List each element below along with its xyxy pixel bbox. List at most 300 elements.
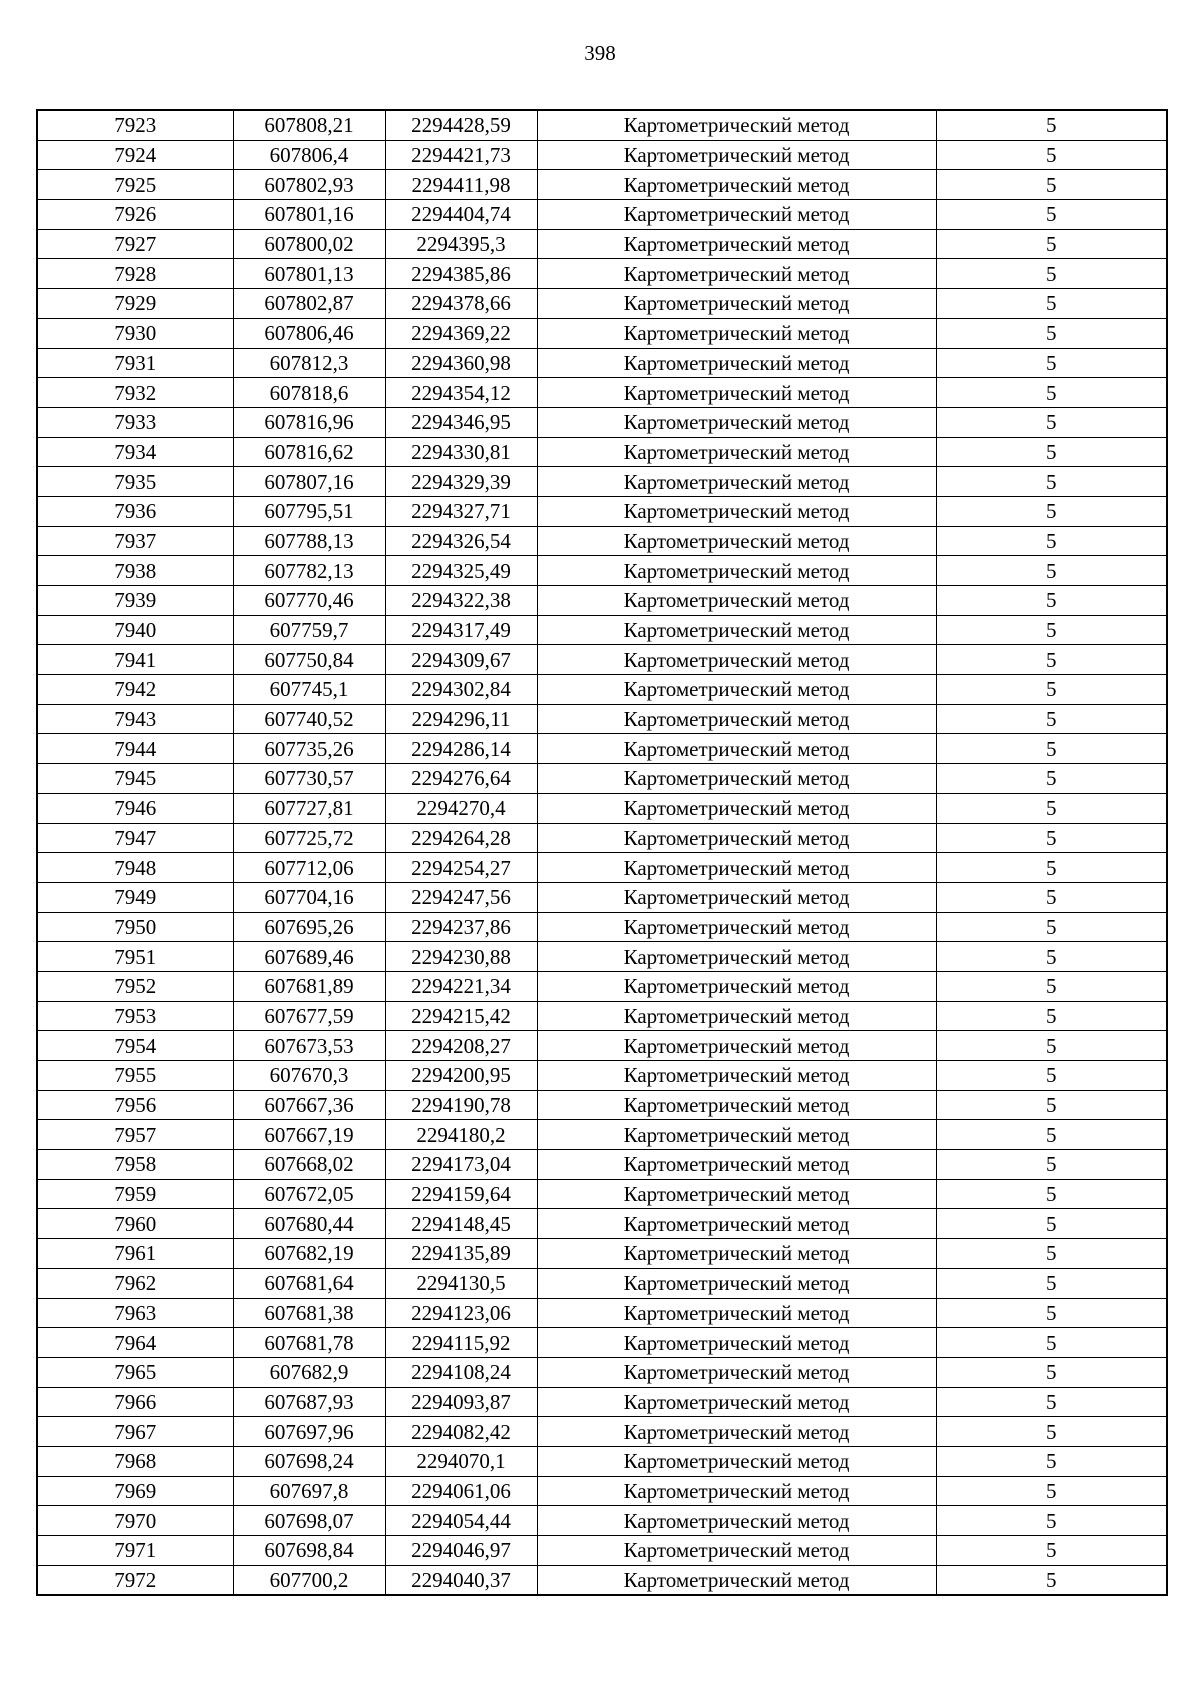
x-coordinate-cell: 607740,52 <box>233 704 385 734</box>
y-coordinate-cell: 2294200,95 <box>385 1061 537 1091</box>
y-coordinate-cell: 2294276,64 <box>385 764 537 794</box>
y-coordinate-cell: 2294040,37 <box>385 1565 537 1595</box>
x-coordinate-cell: 607673,53 <box>233 1031 385 1061</box>
y-coordinate-cell: 2294326,54 <box>385 526 537 556</box>
point-number-cell: 7934 <box>37 437 233 467</box>
x-coordinate-cell: 607802,87 <box>233 289 385 319</box>
accuracy-cell: 5 <box>936 1476 1167 1506</box>
method-cell: Картометрический метод <box>537 407 936 437</box>
x-coordinate-cell: 607680,44 <box>233 1209 385 1239</box>
y-coordinate-cell: 2294208,27 <box>385 1031 537 1061</box>
point-number-cell: 7936 <box>37 496 233 526</box>
x-coordinate-cell: 607730,57 <box>233 764 385 794</box>
method-cell: Картометрический метод <box>537 526 936 556</box>
point-number-cell: 7964 <box>37 1328 233 1358</box>
method-cell: Картометрический метод <box>537 764 936 794</box>
table-row <box>37 1031 1167 1061</box>
table-row <box>37 1239 1167 1269</box>
table-row <box>37 1001 1167 1031</box>
y-coordinate-cell: 2294354,12 <box>385 378 537 408</box>
point-number-cell: 7958 <box>37 1150 233 1180</box>
accuracy-cell: 5 <box>936 1061 1167 1091</box>
table-row <box>37 1328 1167 1358</box>
method-cell: Картометрический метод <box>537 437 936 467</box>
point-number-cell: 7942 <box>37 675 233 705</box>
method-cell: Картометрический метод <box>537 1120 936 1150</box>
accuracy-cell: 5 <box>936 912 1167 942</box>
x-coordinate-cell: 607801,16 <box>233 200 385 230</box>
point-number-cell: 7926 <box>37 200 233 230</box>
y-coordinate-cell: 2294309,67 <box>385 645 537 675</box>
method-cell: Картометрический метод <box>537 1565 936 1595</box>
x-coordinate-cell: 607682,9 <box>233 1357 385 1387</box>
point-number-cell: 7925 <box>37 170 233 200</box>
table-row <box>37 615 1167 645</box>
accuracy-cell: 5 <box>936 1001 1167 1031</box>
x-coordinate-cell: 607697,96 <box>233 1417 385 1447</box>
table-row <box>37 1061 1167 1091</box>
x-coordinate-cell: 607695,26 <box>233 912 385 942</box>
accuracy-cell: 5 <box>936 437 1167 467</box>
accuracy-cell: 5 <box>936 1090 1167 1120</box>
point-number-cell: 7940 <box>37 615 233 645</box>
x-coordinate-cell: 607812,3 <box>233 348 385 378</box>
table-row <box>37 556 1167 586</box>
x-coordinate-cell: 607782,13 <box>233 556 385 586</box>
x-coordinate-cell: 607725,72 <box>233 823 385 853</box>
y-coordinate-cell: 2294054,44 <box>385 1506 537 1536</box>
method-cell: Картометрический метод <box>537 348 936 378</box>
x-coordinate-cell: 607795,51 <box>233 496 385 526</box>
point-number-cell: 7951 <box>37 942 233 972</box>
x-coordinate-cell: 607689,46 <box>233 942 385 972</box>
table-row <box>37 170 1167 200</box>
x-coordinate-cell: 607672,05 <box>233 1179 385 1209</box>
method-cell: Картометрический метод <box>537 200 936 230</box>
y-coordinate-cell: 2294325,49 <box>385 556 537 586</box>
accuracy-cell: 5 <box>936 496 1167 526</box>
accuracy-cell: 5 <box>936 675 1167 705</box>
point-number-cell: 7971 <box>37 1536 233 1566</box>
x-coordinate-cell: 607806,4 <box>233 140 385 170</box>
accuracy-cell: 5 <box>936 200 1167 230</box>
method-cell: Картометрический метод <box>537 1209 936 1239</box>
method-cell: Картометрический метод <box>537 556 936 586</box>
x-coordinate-cell: 607788,13 <box>233 526 385 556</box>
accuracy-cell: 5 <box>936 348 1167 378</box>
table-row <box>37 734 1167 764</box>
x-coordinate-cell: 607704,16 <box>233 882 385 912</box>
table-row <box>37 1268 1167 1298</box>
accuracy-cell: 5 <box>936 586 1167 616</box>
method-cell: Картометрический метод <box>537 615 936 645</box>
x-coordinate-cell: 607681,78 <box>233 1328 385 1358</box>
accuracy-cell: 5 <box>936 615 1167 645</box>
point-number-cell: 7966 <box>37 1387 233 1417</box>
x-coordinate-cell: 607667,19 <box>233 1120 385 1150</box>
accuracy-cell: 5 <box>936 971 1167 1001</box>
table-row <box>37 289 1167 319</box>
accuracy-cell: 5 <box>936 1268 1167 1298</box>
y-coordinate-cell: 2294378,66 <box>385 289 537 319</box>
method-cell: Картометрический метод <box>537 793 936 823</box>
table-row <box>37 704 1167 734</box>
x-coordinate-cell: 607770,46 <box>233 586 385 616</box>
y-coordinate-cell: 2294070,1 <box>385 1446 537 1476</box>
table-row <box>37 110 1167 140</box>
table-row <box>37 586 1167 616</box>
y-coordinate-cell: 2294369,22 <box>385 318 537 348</box>
method-cell: Картометрический метод <box>537 704 936 734</box>
point-number-cell: 7937 <box>37 526 233 556</box>
method-cell: Картометрический метод <box>537 1446 936 1476</box>
method-cell: Картометрический метод <box>537 496 936 526</box>
point-number-cell: 7970 <box>37 1506 233 1536</box>
method-cell: Картометрический метод <box>537 971 936 1001</box>
table-row <box>37 496 1167 526</box>
x-coordinate-cell: 607698,24 <box>233 1446 385 1476</box>
x-coordinate-cell: 607808,21 <box>233 110 385 140</box>
table-row <box>37 1090 1167 1120</box>
y-coordinate-cell: 2294130,5 <box>385 1268 537 1298</box>
x-coordinate-cell: 607807,16 <box>233 467 385 497</box>
table-row <box>37 853 1167 883</box>
point-number-cell: 7950 <box>37 912 233 942</box>
x-coordinate-cell: 607700,2 <box>233 1565 385 1595</box>
y-coordinate-cell: 2294286,14 <box>385 734 537 764</box>
x-coordinate-cell: 607697,8 <box>233 1476 385 1506</box>
method-cell: Картометрический метод <box>537 882 936 912</box>
y-coordinate-cell: 2294247,56 <box>385 882 537 912</box>
accuracy-cell: 5 <box>936 1120 1167 1150</box>
accuracy-cell: 5 <box>936 229 1167 259</box>
point-number-cell: 7938 <box>37 556 233 586</box>
accuracy-cell: 5 <box>936 882 1167 912</box>
accuracy-cell: 5 <box>936 259 1167 289</box>
y-coordinate-cell: 2294421,73 <box>385 140 537 170</box>
accuracy-cell: 5 <box>936 1328 1167 1358</box>
y-coordinate-cell: 2294296,11 <box>385 704 537 734</box>
method-cell: Картометрический метод <box>537 1090 936 1120</box>
method-cell: Картометрический метод <box>537 1357 936 1387</box>
accuracy-cell: 5 <box>936 1536 1167 1566</box>
table-row <box>37 1417 1167 1447</box>
point-number-cell: 7947 <box>37 823 233 853</box>
table-row <box>37 437 1167 467</box>
method-cell: Картометрический метод <box>537 378 936 408</box>
y-coordinate-cell: 2294123,06 <box>385 1298 537 1328</box>
accuracy-cell: 5 <box>936 734 1167 764</box>
point-number-cell: 7954 <box>37 1031 233 1061</box>
x-coordinate-cell: 607681,64 <box>233 1268 385 1298</box>
accuracy-cell: 5 <box>936 1387 1167 1417</box>
point-number-cell: 7944 <box>37 734 233 764</box>
x-coordinate-cell: 607759,7 <box>233 615 385 645</box>
point-number-cell: 7956 <box>37 1090 233 1120</box>
y-coordinate-cell: 2294173,04 <box>385 1150 537 1180</box>
accuracy-cell: 5 <box>936 1031 1167 1061</box>
y-coordinate-cell: 2294317,49 <box>385 615 537 645</box>
table-row <box>37 467 1167 497</box>
x-coordinate-cell: 607801,13 <box>233 259 385 289</box>
y-coordinate-cell: 2294254,27 <box>385 853 537 883</box>
point-number-cell: 7933 <box>37 407 233 437</box>
y-coordinate-cell: 2294061,06 <box>385 1476 537 1506</box>
method-cell: Картометрический метод <box>537 140 936 170</box>
method-cell: Картометрический метод <box>537 259 936 289</box>
point-number-cell: 7932 <box>37 378 233 408</box>
point-number-cell: 7945 <box>37 764 233 794</box>
x-coordinate-cell: 607818,6 <box>233 378 385 408</box>
accuracy-cell: 5 <box>936 1209 1167 1239</box>
method-cell: Картометрический метод <box>537 1298 936 1328</box>
method-cell: Картометрический метод <box>537 1268 936 1298</box>
accuracy-cell: 5 <box>936 1357 1167 1387</box>
y-coordinate-cell: 2294190,78 <box>385 1090 537 1120</box>
point-number-cell: 7967 <box>37 1417 233 1447</box>
table-row <box>37 971 1167 1001</box>
point-number-cell: 7923 <box>37 110 233 140</box>
point-number-cell: 7941 <box>37 645 233 675</box>
method-cell: Картометрический метод <box>537 110 936 140</box>
accuracy-cell: 5 <box>936 140 1167 170</box>
point-number-cell: 7969 <box>37 1476 233 1506</box>
table-row <box>37 1387 1167 1417</box>
point-number-cell: 7955 <box>37 1061 233 1091</box>
y-coordinate-cell: 2294237,86 <box>385 912 537 942</box>
method-cell: Картометрический метод <box>537 1150 936 1180</box>
method-cell: Картометрический метод <box>537 1179 936 1209</box>
x-coordinate-cell: 607800,02 <box>233 229 385 259</box>
table-row <box>37 1298 1167 1328</box>
y-coordinate-cell: 2294411,98 <box>385 170 537 200</box>
method-cell: Картометрический метод <box>537 1328 936 1358</box>
x-coordinate-cell: 607670,3 <box>233 1061 385 1091</box>
accuracy-cell: 5 <box>936 378 1167 408</box>
y-coordinate-cell: 2294221,34 <box>385 971 537 1001</box>
accuracy-cell: 5 <box>936 556 1167 586</box>
method-cell: Картометрический метод <box>537 1061 936 1091</box>
point-number-cell: 7924 <box>37 140 233 170</box>
x-coordinate-cell: 607816,96 <box>233 407 385 437</box>
x-coordinate-cell: 607735,26 <box>233 734 385 764</box>
table-row <box>37 764 1167 794</box>
point-number-cell: 7949 <box>37 882 233 912</box>
method-cell: Картометрический метод <box>537 823 936 853</box>
method-cell: Картометрический метод <box>537 586 936 616</box>
table-row <box>37 1179 1167 1209</box>
point-number-cell: 7961 <box>37 1239 233 1269</box>
y-coordinate-cell: 2294385,86 <box>385 259 537 289</box>
method-cell: Картометрический метод <box>537 1536 936 1566</box>
x-coordinate-cell: 607668,02 <box>233 1150 385 1180</box>
table-row <box>37 912 1167 942</box>
y-coordinate-cell: 2294046,97 <box>385 1536 537 1566</box>
table-row <box>37 200 1167 230</box>
point-number-cell: 7972 <box>37 1565 233 1595</box>
accuracy-cell: 5 <box>936 1506 1167 1536</box>
point-number-cell: 7939 <box>37 586 233 616</box>
accuracy-cell: 5 <box>936 407 1167 437</box>
point-number-cell: 7927 <box>37 229 233 259</box>
x-coordinate-cell: 607667,36 <box>233 1090 385 1120</box>
y-coordinate-cell: 2294329,39 <box>385 467 537 497</box>
accuracy-cell: 5 <box>936 467 1167 497</box>
point-number-cell: 7948 <box>37 853 233 883</box>
x-coordinate-cell: 607802,93 <box>233 170 385 200</box>
method-cell: Картометрический метод <box>537 318 936 348</box>
method-cell: Картометрический метод <box>537 1476 936 1506</box>
y-coordinate-cell: 2294302,84 <box>385 675 537 705</box>
table-row <box>37 348 1167 378</box>
method-cell: Картометрический метод <box>537 289 936 319</box>
y-coordinate-cell: 2294180,2 <box>385 1120 537 1150</box>
x-coordinate-cell: 607687,93 <box>233 1387 385 1417</box>
method-cell: Картометрический метод <box>537 229 936 259</box>
method-cell: Картометрический метод <box>537 942 936 972</box>
accuracy-cell: 5 <box>936 1150 1167 1180</box>
x-coordinate-cell: 607681,38 <box>233 1298 385 1328</box>
accuracy-cell: 5 <box>936 1239 1167 1269</box>
x-coordinate-cell: 607698,07 <box>233 1506 385 1536</box>
y-coordinate-cell: 2294428,59 <box>385 110 537 140</box>
y-coordinate-cell: 2294360,98 <box>385 348 537 378</box>
point-number-cell: 7965 <box>37 1357 233 1387</box>
method-cell: Картометрический метод <box>537 1387 936 1417</box>
table-row <box>37 1357 1167 1387</box>
method-cell: Картометрический метод <box>537 1031 936 1061</box>
y-coordinate-cell: 2294159,64 <box>385 1179 537 1209</box>
table-row <box>37 526 1167 556</box>
table-row <box>37 140 1167 170</box>
point-number-cell: 7930 <box>37 318 233 348</box>
table-row <box>37 1536 1167 1566</box>
y-coordinate-cell: 2294108,24 <box>385 1357 537 1387</box>
table-row <box>37 378 1167 408</box>
table-row <box>37 823 1167 853</box>
point-number-cell: 7960 <box>37 1209 233 1239</box>
y-coordinate-cell: 2294135,89 <box>385 1239 537 1269</box>
accuracy-cell: 5 <box>936 526 1167 556</box>
point-number-cell: 7943 <box>37 704 233 734</box>
point-number-cell: 7953 <box>37 1001 233 1031</box>
point-number-cell: 7935 <box>37 467 233 497</box>
y-coordinate-cell: 2294115,92 <box>385 1328 537 1358</box>
y-coordinate-cell: 2294395,3 <box>385 229 537 259</box>
point-number-cell: 7968 <box>37 1446 233 1476</box>
method-cell: Картометрический метод <box>537 734 936 764</box>
y-coordinate-cell: 2294322,38 <box>385 586 537 616</box>
accuracy-cell: 5 <box>936 318 1167 348</box>
table-row <box>37 1506 1167 1536</box>
x-coordinate-cell: 607727,81 <box>233 793 385 823</box>
x-coordinate-cell: 607682,19 <box>233 1239 385 1269</box>
y-coordinate-cell: 2294082,42 <box>385 1417 537 1447</box>
point-number-cell: 7928 <box>37 259 233 289</box>
table-row <box>37 675 1167 705</box>
y-coordinate-cell: 2294327,71 <box>385 496 537 526</box>
x-coordinate-cell: 607816,62 <box>233 437 385 467</box>
point-number-cell: 7931 <box>37 348 233 378</box>
accuracy-cell: 5 <box>936 645 1167 675</box>
accuracy-cell: 5 <box>936 1565 1167 1595</box>
accuracy-cell: 5 <box>936 1417 1167 1447</box>
coordinates-table <box>36 109 1168 1596</box>
x-coordinate-cell: 607750,84 <box>233 645 385 675</box>
accuracy-cell: 5 <box>936 764 1167 794</box>
accuracy-cell: 5 <box>936 853 1167 883</box>
coordinates-table-body <box>37 110 1167 1595</box>
method-cell: Картометрический метод <box>537 912 936 942</box>
table-row <box>37 318 1167 348</box>
point-number-cell: 7957 <box>37 1120 233 1150</box>
method-cell: Картометрический метод <box>537 1001 936 1031</box>
table-row <box>37 229 1167 259</box>
x-coordinate-cell: 607712,06 <box>233 853 385 883</box>
method-cell: Картометрический метод <box>537 853 936 883</box>
y-coordinate-cell: 2294346,95 <box>385 407 537 437</box>
table-row <box>37 793 1167 823</box>
x-coordinate-cell: 607745,1 <box>233 675 385 705</box>
accuracy-cell: 5 <box>936 942 1167 972</box>
x-coordinate-cell: 607806,46 <box>233 318 385 348</box>
accuracy-cell: 5 <box>936 704 1167 734</box>
table-row <box>37 645 1167 675</box>
y-coordinate-cell: 2294264,28 <box>385 823 537 853</box>
accuracy-cell: 5 <box>936 1179 1167 1209</box>
y-coordinate-cell: 2294148,45 <box>385 1209 537 1239</box>
method-cell: Картометрический метод <box>537 467 936 497</box>
table-row <box>37 1209 1167 1239</box>
table-row <box>37 1120 1167 1150</box>
y-coordinate-cell: 2294330,81 <box>385 437 537 467</box>
point-number-cell: 7929 <box>37 289 233 319</box>
accuracy-cell: 5 <box>936 1446 1167 1476</box>
table-row <box>37 1446 1167 1476</box>
y-coordinate-cell: 2294230,88 <box>385 942 537 972</box>
y-coordinate-cell: 2294270,4 <box>385 793 537 823</box>
y-coordinate-cell: 2294404,74 <box>385 200 537 230</box>
accuracy-cell: 5 <box>936 170 1167 200</box>
point-number-cell: 7959 <box>37 1179 233 1209</box>
method-cell: Картометрический метод <box>537 170 936 200</box>
y-coordinate-cell: 2294215,42 <box>385 1001 537 1031</box>
accuracy-cell: 5 <box>936 793 1167 823</box>
table-row <box>37 259 1167 289</box>
accuracy-cell: 5 <box>936 110 1167 140</box>
table-row <box>37 1150 1167 1180</box>
accuracy-cell: 5 <box>936 1298 1167 1328</box>
x-coordinate-cell: 607677,59 <box>233 1001 385 1031</box>
point-number-cell: 7952 <box>37 971 233 1001</box>
x-coordinate-cell: 607698,84 <box>233 1536 385 1566</box>
table-row <box>37 942 1167 972</box>
page-number: 398 <box>584 41 616 65</box>
table-row <box>37 882 1167 912</box>
accuracy-cell: 5 <box>936 289 1167 319</box>
point-number-cell: 7962 <box>37 1268 233 1298</box>
method-cell: Картометрический метод <box>537 1417 936 1447</box>
table-row <box>37 1565 1167 1595</box>
method-cell: Картометрический метод <box>537 1239 936 1269</box>
method-cell: Картометрический метод <box>537 675 936 705</box>
table-row <box>37 1476 1167 1506</box>
method-cell: Картометрический метод <box>537 645 936 675</box>
x-coordinate-cell: 607681,89 <box>233 971 385 1001</box>
accuracy-cell: 5 <box>936 823 1167 853</box>
point-number-cell: 7963 <box>37 1298 233 1328</box>
point-number-cell: 7946 <box>37 793 233 823</box>
